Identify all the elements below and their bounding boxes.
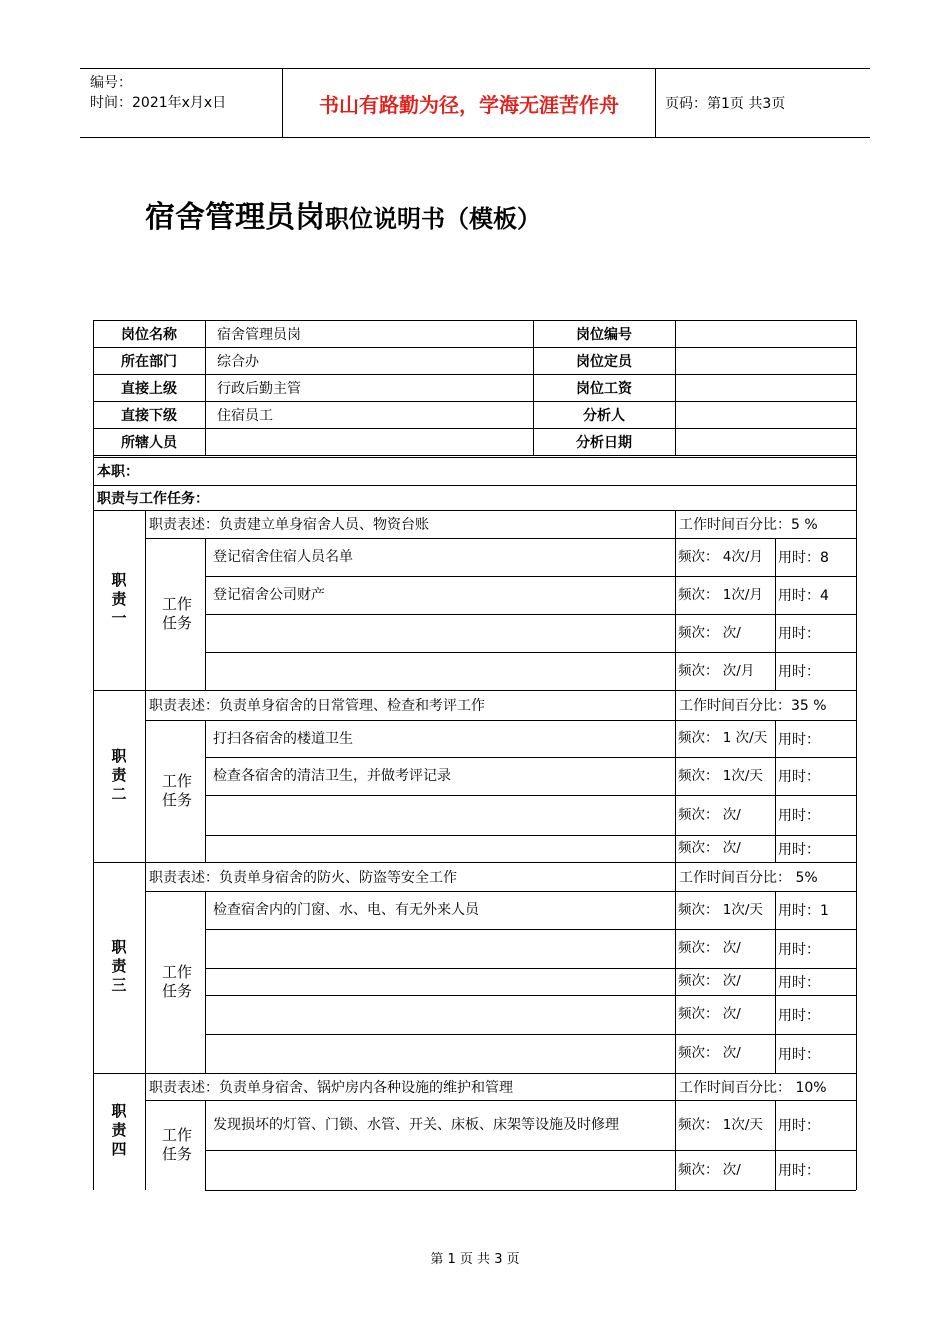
grid-line: [145, 1100, 856, 1101]
task-text: [213, 929, 673, 968]
info-value: 行政后勤主管: [217, 380, 301, 397]
task-frequency: 频次： 4次/月: [678, 548, 763, 565]
grid-line: [93, 862, 856, 863]
duty-time-percent: 工作时间百分比：35 %: [679, 698, 827, 714]
task-duration: 用时：: [778, 664, 820, 680]
duty-desc-label: 职责表述：: [149, 517, 219, 533]
task-duration: 用时：: [778, 974, 820, 991]
info-value: 住宿员工: [217, 407, 273, 424]
duty-description: [149, 862, 530, 891]
task-frequency: 频次： 1次/天: [678, 767, 763, 784]
task-frequency: 频次： 1次/天: [678, 901, 763, 918]
task-text: [213, 614, 673, 652]
task-text: [213, 835, 673, 862]
duty-desc-text: 负责单身宿舍的日常管理、检查和考评工作: [219, 698, 485, 714]
duty-desc-text: 负责单身宿舍、锅炉房内各种设施的维护和管理: [219, 1079, 513, 1096]
header-motto: 书山有路勤为径，学海无涯苦作舟: [282, 69, 656, 137]
task-text: [213, 1034, 673, 1073]
task-label: 工作任务: [161, 595, 192, 632]
task-frequency: 频次： 1 次/天: [678, 730, 768, 746]
task-duration: 用时：: [778, 941, 820, 958]
duty-name: 职责三: [109, 939, 128, 996]
task-frequency: 频次： 次/: [678, 624, 741, 641]
task-text: [213, 995, 673, 1034]
task-text: 检查宿舍内的门窗、水、电、有无外来人员: [213, 902, 479, 918]
grid-line: [93, 510, 856, 511]
grid-line: [145, 538, 856, 539]
grid-line: [775, 538, 776, 690]
grid-line: [205, 320, 206, 455]
grid-line: [205, 538, 206, 690]
header-page-info: 页码：第1页 共3页: [665, 96, 786, 112]
info-value: [675, 428, 856, 455]
task-frequency: 频次： 次/: [678, 1161, 741, 1178]
task-frequency: 频次： 次/月: [678, 662, 755, 679]
grid-line: [205, 720, 206, 862]
task-label: 工作任务: [161, 963, 192, 1000]
duty-description: [149, 1073, 530, 1100]
info-value: 综合办: [217, 353, 259, 370]
benzhi-label: 本职：: [97, 464, 139, 480]
title-suffix: 职位说明书（模板）: [325, 205, 541, 233]
info-label: 岗位工资: [576, 380, 632, 397]
grid-line: [93, 1073, 856, 1074]
task-text: [213, 1150, 673, 1190]
grid-line: [675, 510, 676, 690]
task-duration: 用时：: [778, 1046, 820, 1063]
task-text: [213, 968, 673, 995]
grid-line: [145, 510, 146, 1190]
duty-time-percent: 工作时间百分比：5 %: [679, 517, 818, 533]
grid-line: [145, 891, 856, 892]
grid-line: [93, 690, 856, 691]
info-value: [675, 401, 856, 428]
duties-heading: 职责与工作任务：: [97, 490, 209, 507]
task-frequency: 频次： 次/: [678, 1006, 741, 1022]
task-text: 登记宿舍住宿人员名单: [213, 549, 353, 565]
grid-line: [93, 455, 856, 456]
info-value: [675, 347, 856, 374]
duty-name: 职责一: [109, 571, 128, 629]
grid-line: [205, 891, 206, 1073]
grid-line: [675, 1073, 676, 1190]
task-frequency: 频次： 次/: [678, 940, 741, 956]
task-duration: 用时：1: [778, 903, 829, 919]
info-value: 宿舍管理员岗: [217, 326, 301, 343]
task-text: 登记宿舍公司财产: [213, 587, 325, 603]
task-duration: 用时：4: [778, 588, 829, 604]
task-duration: 用时：: [778, 626, 820, 642]
info-value: [205, 428, 533, 455]
task-duration: 用时：8: [778, 550, 829, 566]
task-duration: 用时：: [778, 1007, 820, 1024]
task-text: [213, 652, 673, 690]
document-title: [145, 192, 541, 236]
header-left: [90, 73, 226, 113]
grid-line: [675, 320, 676, 455]
duty-description: [149, 690, 530, 720]
task-frequency: 频次： 次/: [678, 973, 741, 989]
task-label: 工作任务: [161, 1126, 192, 1163]
task-text: 打扫各宿舍的楼道卫生: [213, 730, 353, 747]
grid-line: [856, 320, 857, 1190]
doc-number-label: 编号：: [90, 75, 132, 91]
task-duration: 用时：: [778, 1118, 820, 1134]
task-frequency: 频次： 次/: [678, 806, 741, 823]
task-label: 工作任务: [161, 772, 192, 809]
task-frequency: 频次： 次/: [678, 1045, 741, 1061]
grid-line: [205, 1100, 206, 1190]
grid-line: [775, 1100, 776, 1190]
task-frequency: 频次： 1次/月: [678, 586, 763, 603]
task-text: 检查各宿舍的清洁卫生，并做考评记录: [213, 768, 451, 784]
duty-description: [149, 510, 530, 538]
task-text: [213, 795, 673, 835]
page-header: [80, 68, 870, 138]
duty-desc-text: 负责建立单身宿舍人员、物资台账: [219, 517, 429, 533]
duty-name: 职责二: [109, 747, 128, 805]
info-label: 岗位编号: [576, 326, 632, 343]
info-label: 所在部门: [121, 353, 177, 370]
task-text: 发现损坏的灯管、门锁、水管、开关、床板、床架等设施及时修理: [213, 1117, 619, 1133]
title-main: 宿舍管理员岗: [145, 200, 325, 235]
grid-line: [775, 720, 776, 862]
grid-line: [775, 891, 776, 1073]
info-label: 分析人: [583, 407, 625, 424]
task-frequency: 频次： 次/: [678, 840, 741, 856]
task-frequency: 频次： 1次/天: [678, 1116, 763, 1133]
duty-desc-label: 职责表述：: [149, 698, 219, 714]
page-footer: 第 1 页 共 3 页: [430, 1252, 520, 1267]
grid-line: [145, 720, 856, 721]
duty-time-percent: 工作时间百分比： 5%: [679, 869, 818, 886]
duty-desc-text: 负责单身宿舍的防火、防盗等安全工作: [219, 869, 457, 886]
task-duration: 用时：: [778, 731, 820, 748]
grid-line: [205, 1190, 856, 1191]
info-value: [675, 320, 856, 347]
grid-line: [675, 862, 676, 1073]
duty-time-percent: 工作时间百分比： 10%: [679, 1079, 827, 1096]
info-label: 岗位名称: [121, 326, 177, 343]
info-label: 岗位定员: [576, 353, 632, 370]
doc-time-label: 时间：2021年x月x日: [90, 95, 227, 111]
info-label: 分析日期: [576, 434, 632, 451]
grid-line: [675, 690, 676, 862]
task-duration: 用时：: [778, 769, 820, 785]
duty-name: 职责四: [109, 1103, 128, 1160]
info-value: [675, 374, 856, 401]
grid-line: [533, 320, 534, 455]
task-duration: 用时：: [778, 1163, 820, 1179]
duty-desc-label: 职责表述：: [149, 869, 219, 886]
info-label: 直接下级: [121, 407, 177, 424]
info-label: 直接上级: [121, 380, 177, 397]
task-duration: 用时：: [778, 841, 820, 858]
task-duration: 用时：: [778, 808, 820, 824]
duty-desc-label: 职责表述：: [149, 1079, 219, 1096]
info-label: 所辖人员: [121, 434, 177, 451]
grid-line: [93, 320, 94, 1190]
